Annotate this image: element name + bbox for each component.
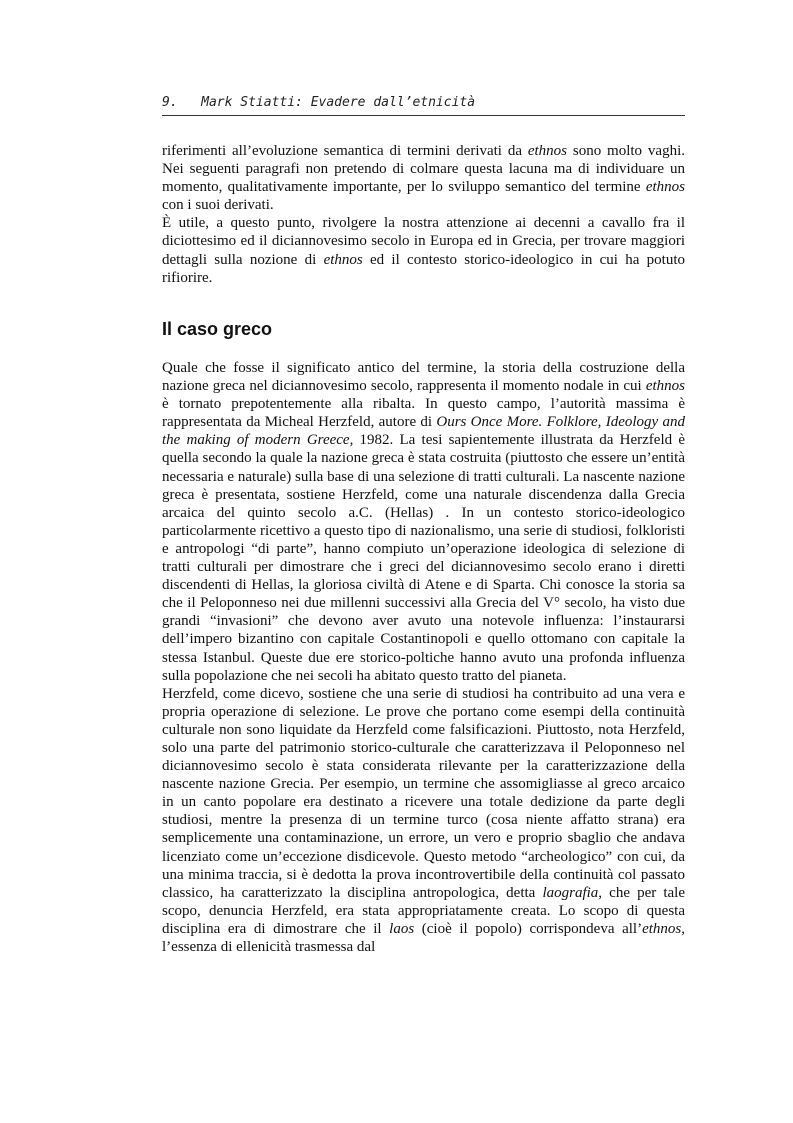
section-text	[162, 359, 685, 956]
paragraph: Quale che fosse il significato antico del termine, la storia della costruzione della nazione greca nel diciannovesimo secolo, rappresenta il momento nodale in cui ethnos è tornato prepotentemente alla ribalta. In questo campo, l’autorità massima è rappresentata da Micheal Herzfeld, autore di Ours Once More. Folklore, Ideology and the making of modern Greece, 1982. La tesi sapientemente illustrata da Herzfeld è quella secondo la quale la nazione greca è stata costruita (piuttosto che essere un’entità necessaria e naturale) sulla base di una selezione di tratti culturali. La nascente nazione greca è presentata, sostiene Herzfeld, come una naturale discendenza dalla Grecia arcaica del quinto secolo a.C. (Hellas) . In un contesto storico-ideologico particolarmente ricettivo a questo tipo di nazionalismo, una serie di studiosi, folkloristi e antropologi “di parte”, hanno compiuto un’operazione ideologica di selezione di tratti culturali per dimostrare che i greci del diciannovesimo secolo erano i diretti discendenti di Hellas, la gloriosa civiltà di Atene e di Sparta. Chi conosce la storia sa che il Peloponneso nei due millenni successivi alla Grecia del V° secolo, ha visto due grandi “invasioni” che devono aver avuto una notevole influenza: l’instaurarsi dell’impero bizantino con capitale Costantinopoli e quello ottomano con capitale la stessa Istanbul. Queste due ere storico-poltiche hanno avuto una profonda influenza sulla popolazione che nei secoli ha abitato questo tratto del pianeta.	[162, 360, 685, 684]
running-head: 9. Mark Stiatti: Evadere dall’etnicità	[162, 95, 476, 110]
paragraph: riferimenti all’evoluzione semantica di termini derivati da ethnos sono molto vaghi. Nei seguenti paragrafi non pretendo di colmare questa lacuna ma di individuare un momento, qualitativamente importante, per lo sviluppo semantico del termine ethnos con i suoi derivati.	[162, 143, 685, 214]
section-heading: Il caso greco	[162, 319, 273, 339]
paragraph: È utile, a questo punto, rivolgere la nostra attenzione ai decenni a cavallo fra il diciottesimo ed il diciannovesimo secolo in Europa ed in Grecia, per trovare maggiori dettagli sulla nozione di ethnos ed il contesto storico-ideologico in cui ha potuto rifiorire.	[162, 215, 686, 286]
header-rule	[162, 115, 685, 116]
paragraph: Herzfeld, come dicevo, sostiene che una serie di studiosi ha contribuito ad una vera e propria operazione di selezione. Le prove che portano come esempi della continuità culturale non sono liquidate da Herzfeld come falsificazioni. Piuttosto, nota Herzfeld, solo una parte del patrimonio storico-culturale che caratterizzava il Peloponneso nel diciannovesimo secolo è stata considerata rilevante per la caratterizzazione della nascente nazione Grecia. Per esempio, un termine che assomigliasse al greco arcaico in un canto popolare era destinato a ricevere una totale dedizione da parte degli studiosi, mentre la presenza di un termine turco (cosa niente affatto strana) era semplicemente una contaminazione, un errore, un vero e proprio sbaglio che andava licenziato come un’eccezione disdicevole. Questo metodo “archeologico” con cui, da una minima traccia, si è dedotta la prova incontrovertibile della continuità col passato classico, ha caratterizzato la disciplina antropologica, detta laografia, che per tale scopo, denuncia Herzfeld, era stata appropriatamente creata. Lo scopo di questa disciplina era di dimostrare che il laos (cioè il popolo) corrispondeva all’ethnos, l’essenza di ellenicità trasmessa dal	[162, 685, 685, 955]
intro-text	[162, 142, 685, 287]
